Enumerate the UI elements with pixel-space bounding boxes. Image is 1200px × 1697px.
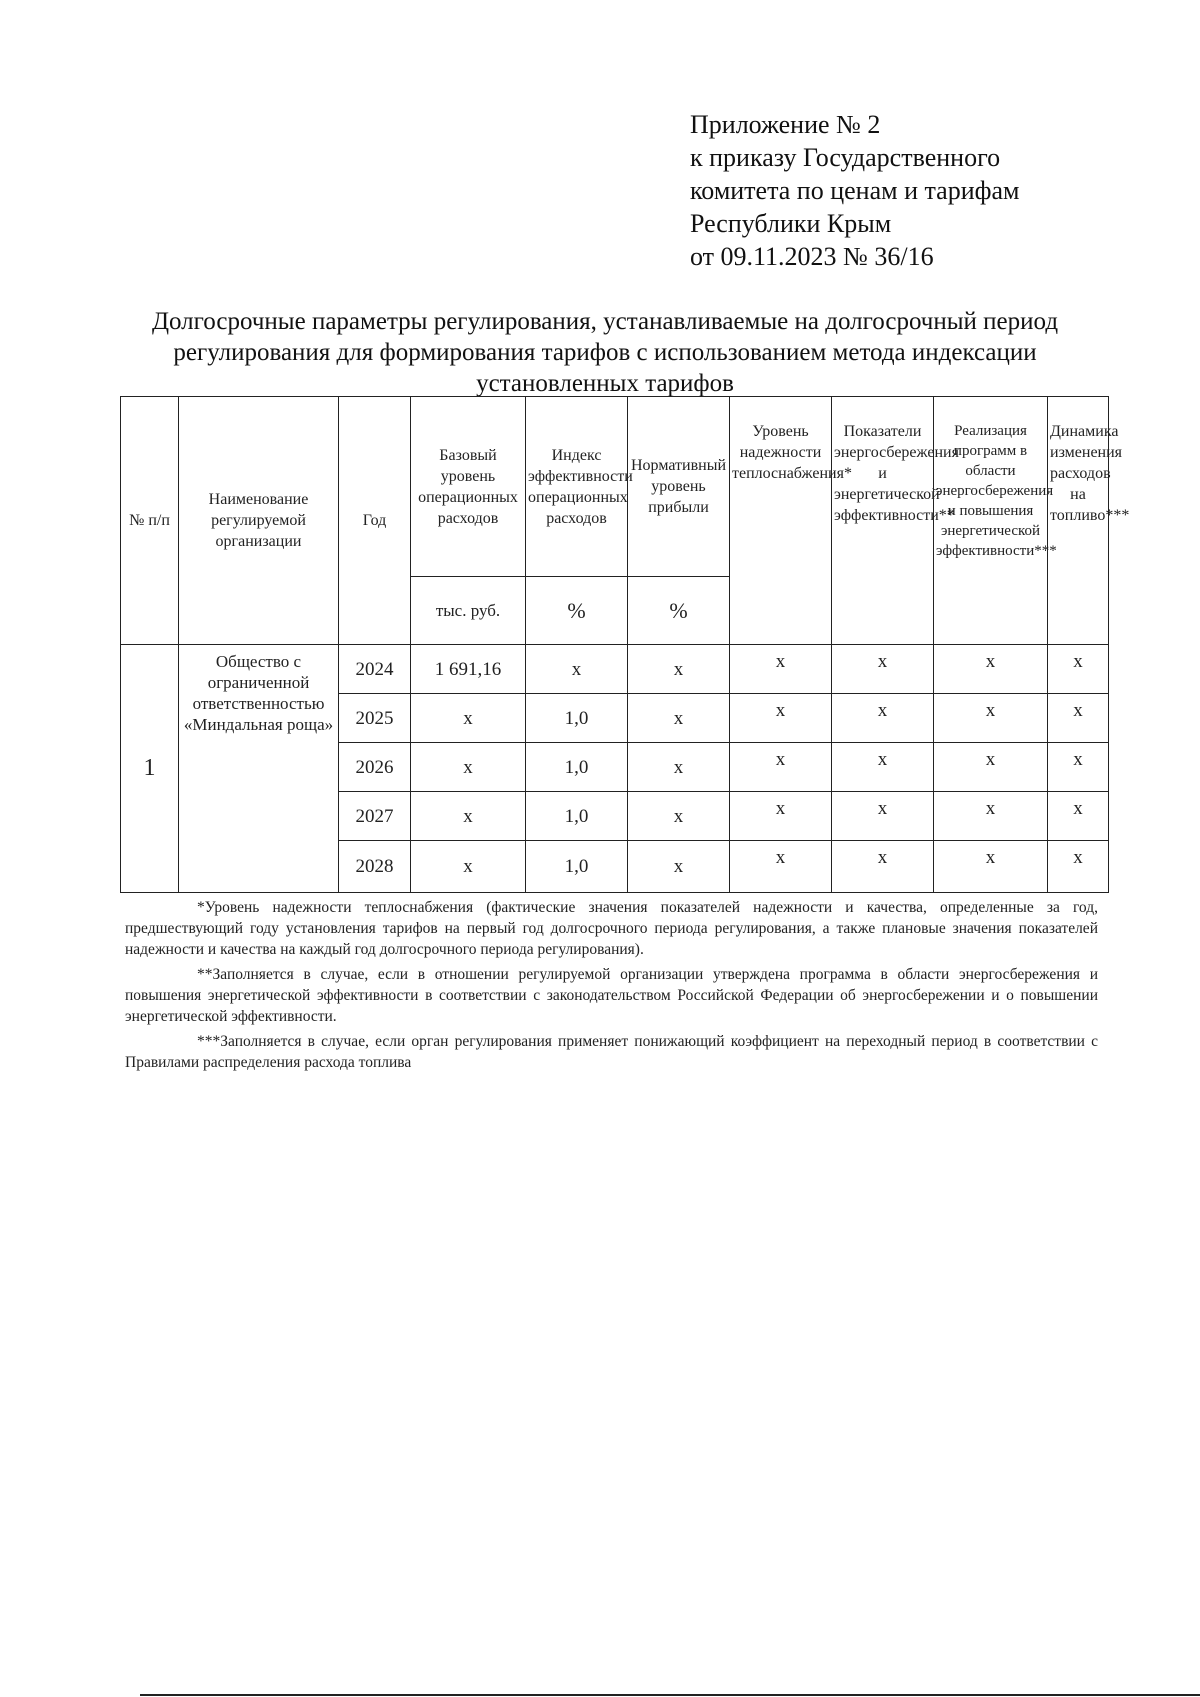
cell-fuel-dynamics: х <box>1048 743 1109 792</box>
cell-year: 2028 <box>339 841 411 893</box>
cell-reliability: х <box>730 645 832 694</box>
footnotes <box>125 897 1098 1077</box>
appendix-header <box>690 108 1019 273</box>
cell-base-opex: х <box>411 743 526 792</box>
footnote-energy-program: **Заполняется в случае, если в отношении регулируемой организации утверждена программа в области энергосбережения и повышения энергетической эффективности в соответствии с законодательством Российской Федерации об энергосбережении и о повышении энергетической эффективности. <box>125 966 1098 1025</box>
appendix-line: Республики Крым <box>690 209 892 238</box>
cell-reliability: х <box>730 792 832 841</box>
header-efficiency-index: Индекс эффективности операционных расходов <box>526 397 628 577</box>
org-number: 1 <box>121 645 179 893</box>
cell-efficiency-index: 1,0 <box>526 694 628 743</box>
title-line: регулирования для формирования тарифов с использованием метода индексации <box>173 339 1037 366</box>
header-fuel-dynamics: Динамика изменения расходов на топливо*** <box>1048 397 1109 645</box>
cell-energy-saving: х <box>832 645 934 694</box>
cell-base-opex: х <box>411 841 526 893</box>
cell-year: 2027 <box>339 792 411 841</box>
table-row <box>121 645 1109 694</box>
cell-profit-level: х <box>628 694 730 743</box>
title-line: Долгосрочные параметры регулирования, устанавливаемые на долгосрочный период <box>151 308 1059 335</box>
unit-profit-level: % <box>628 577 730 645</box>
cell-profit-level: х <box>628 645 730 694</box>
cell-energy-saving: х <box>832 694 934 743</box>
unit-efficiency-index: % <box>526 577 628 645</box>
header-reliability: Уровень надежности теплоснабжения* <box>730 397 832 645</box>
cell-programs: х <box>934 645 1048 694</box>
cell-profit-level: х <box>628 841 730 893</box>
document-title <box>110 306 1100 399</box>
cell-year: 2025 <box>339 694 411 743</box>
appendix-line: комитета по ценам и тарифам <box>690 176 1020 205</box>
bottom-rule <box>140 1694 1200 1696</box>
header-org: Наименование регулируемой организации <box>179 397 339 645</box>
cell-year: 2026 <box>339 743 411 792</box>
cell-base-opex: 1 691,16 <box>411 645 526 694</box>
cell-programs: х <box>934 743 1048 792</box>
cell-energy-saving: х <box>832 841 934 893</box>
cell-energy-saving: х <box>832 792 934 841</box>
appendix-line: от 09.11.2023 № 36/16 <box>690 242 934 271</box>
cell-efficiency-index: 1,0 <box>526 841 628 893</box>
header-energy-saving: Показатели энергосбережения и энергетической эффективности** <box>832 397 934 645</box>
header-num: № п/п <box>121 397 179 645</box>
cell-fuel-dynamics: х <box>1048 792 1109 841</box>
header-profit-level: Нормативный уровень прибыли <box>628 397 730 577</box>
cell-efficiency-index: 1,0 <box>526 743 628 792</box>
unit-base-opex: тыс. руб. <box>411 577 526 645</box>
cell-base-opex: х <box>411 792 526 841</box>
cell-reliability: х <box>730 743 832 792</box>
cell-base-opex: х <box>411 694 526 743</box>
cell-efficiency-index: х <box>526 645 628 694</box>
footnote-reliability: *Уровень надежности теплоснабжения (фактические значения показателей надежности и качества, определенные за год, предшествующий году установления тарифов на первый год долгосрочного периода регулирования, а также плановые значения показателей надежности и качества на каждый год долгосрочного периода регулирования). <box>125 899 1098 958</box>
cell-reliability: х <box>730 841 832 893</box>
title-line: установленных тарифов <box>476 370 734 397</box>
cell-fuel-dynamics: х <box>1048 841 1109 893</box>
cell-programs: х <box>934 792 1048 841</box>
header-programs: Реализация программ в области энергосбережения и повышения энергетической эффективности*** <box>934 397 1048 645</box>
appendix-line: Приложение № 2 <box>690 110 881 139</box>
appendix-line: к приказу Государственного <box>690 143 1001 172</box>
cell-efficiency-index: 1,0 <box>526 792 628 841</box>
cell-energy-saving: х <box>832 743 934 792</box>
cell-programs: х <box>934 694 1048 743</box>
cell-fuel-dynamics: х <box>1048 694 1109 743</box>
cell-reliability: х <box>730 694 832 743</box>
cell-profit-level: х <box>628 743 730 792</box>
header-base-opex: Базовый уровень операционных расходов <box>411 397 526 577</box>
cell-year: 2024 <box>339 645 411 694</box>
org-name: Общество с ограниченной ответственностью «Миндальная роща» <box>179 645 339 893</box>
footnote-fuel: ***Заполняется в случае, если орган регулирования применяет понижающий коэффициент на переходный период в соответствии с Правилами распределения расхода топлива <box>125 1033 1098 1071</box>
parameters-table <box>120 396 1130 893</box>
cell-fuel-dynamics: х <box>1048 645 1109 694</box>
header-year: Год <box>339 397 411 645</box>
cell-programs: х <box>934 841 1048 893</box>
cell-profit-level: х <box>628 792 730 841</box>
